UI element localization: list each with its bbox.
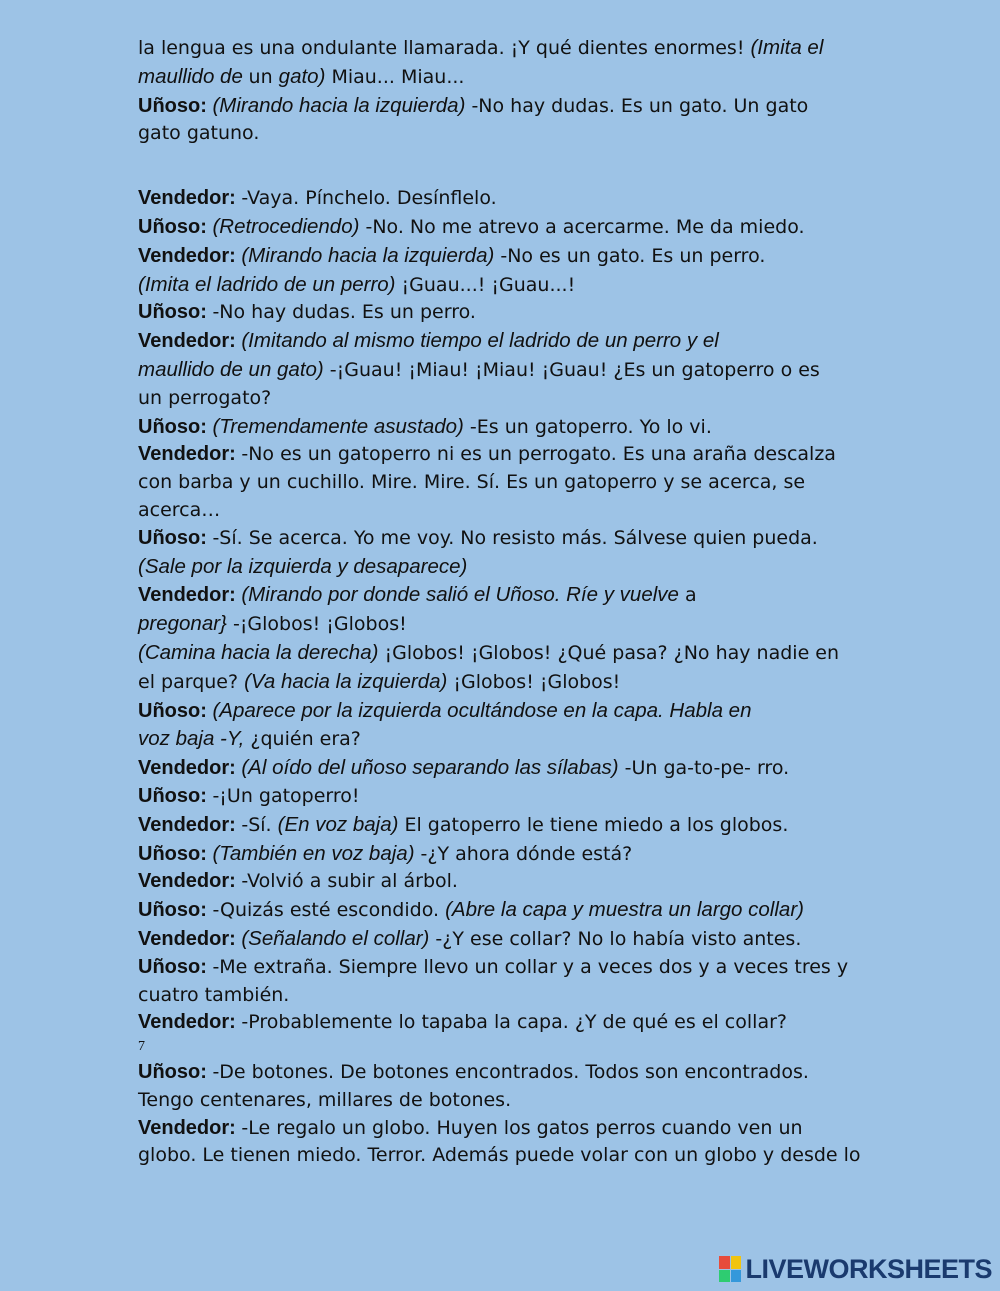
speaker-name: Vendedor: — [138, 443, 242, 466]
dialogue-text: -No hay dudas. Es un gato. Un gato — [465, 94, 809, 117]
dialogue-text: a — [678, 584, 697, 607]
text-line — [138, 697, 868, 726]
speaker-name: Vendedor: — [138, 1011, 242, 1034]
text-line — [138, 783, 868, 811]
speaker-name: Uñoso: — [138, 784, 213, 807]
dialogue-text: -Volvió a subir al árbol. — [241, 870, 458, 893]
dialogue-text: -¡Un gatoperro! — [212, 784, 360, 807]
dialogue-text: -¡Globos! ¡Globos! — [226, 613, 407, 636]
speaker-name: Uñoso: — [138, 1061, 213, 1084]
speaker-name: Uñoso: — [138, 215, 213, 238]
stage-direction: gato) — [278, 64, 326, 88]
dialogue-text: Miau... Miau... — [325, 65, 465, 88]
text-line — [138, 725, 868, 754]
text-line — [138, 1009, 868, 1037]
text-line — [138, 840, 868, 869]
stage-direction: voz baja -Y, — [138, 727, 245, 751]
stage-direction: (Imita el ladrido de un perro) — [138, 272, 396, 296]
speaker-name: Vendedor: — [138, 1116, 242, 1139]
dialogue-text: -Le regalo un globo. Huyen los gatos perros cuando ven un — [241, 1116, 803, 1139]
text-line — [138, 1059, 868, 1087]
text-line — [138, 525, 868, 553]
dialogue-text: -De botones. De botones encontrados. Todos son encontrados. — [212, 1061, 809, 1084]
speaker-name: Vendedor: — [138, 757, 242, 780]
text-line — [138, 413, 868, 442]
speaker-name: Uñoso: — [138, 955, 213, 978]
text-line — [138, 327, 868, 356]
text-line — [138, 896, 868, 925]
text-line — [138, 811, 868, 840]
text-line — [138, 497, 868, 525]
dialogue-text: El gatoperro le tiene miedo a los globos. — [398, 813, 789, 836]
text-line — [138, 92, 868, 121]
text-line — [138, 925, 868, 954]
dialogue-text: -Un ga-to-pe- rro. — [618, 757, 790, 780]
stage-direction: (Retrocediendo) — [212, 214, 360, 238]
speaker-name: Uñoso: — [138, 415, 213, 438]
logo-squares-icon — [719, 1256, 741, 1282]
logo-square — [731, 1270, 742, 1283]
dialogue-text: -Es un gatoperro. Yo lo vi. — [463, 415, 712, 438]
speaker-name: Vendedor: — [138, 584, 242, 607]
dialogue-text: cuatro también. — [138, 983, 290, 1006]
speaker-name: Uñoso: — [138, 699, 213, 722]
dialogue-text: -¿Y ese collar? No lo había visto antes. — [429, 927, 802, 950]
text-line — [138, 385, 868, 413]
text-line — [138, 1087, 868, 1115]
stage-direction: (Imita el — [750, 36, 824, 59]
stage-direction: (Tremendamente asustado) — [212, 414, 464, 438]
dialogue-text: ¡Globos! ¡Globos! — [447, 670, 621, 693]
text-line — [138, 213, 868, 242]
logo-square — [719, 1256, 730, 1269]
text-line — [138, 553, 868, 582]
dialogue-text: Tengo centenares, millares de botones. — [138, 1088, 512, 1111]
stage-direction: (Aparece por la izquierda ocultándose en la capa. Habla en — [212, 698, 752, 722]
stage-direction: maullido de un gato) — [138, 357, 324, 381]
text-line — [138, 120, 868, 148]
dialogue-text: -¡Guau! ¡Miau! ¡Miau! ¡Guau! ¿Es un gatoperro o es — [323, 358, 820, 381]
stage-direction: (Sale por la izquierda y desaparece) — [138, 554, 468, 578]
speaker-name: Uñoso: — [138, 301, 213, 324]
dialogue-text: -Sí. — [241, 813, 278, 836]
stage-direction: (Abre la capa y muestra un largo collar) — [445, 898, 804, 922]
logo-square — [719, 1270, 730, 1283]
speaker-name: Vendedor: — [138, 187, 242, 210]
text-line — [138, 610, 868, 639]
text-line — [138, 242, 868, 271]
document-body — [138, 34, 868, 1170]
dialogue-text: ¿quién era? — [244, 728, 361, 751]
text-line — [138, 34, 868, 63]
dialogue-text: -No es un gato. Es un perro. — [494, 244, 766, 267]
text-line — [138, 271, 868, 300]
text-line — [138, 1115, 868, 1143]
text-line — [138, 581, 868, 610]
stage-direction: maullido de — [138, 64, 249, 88]
dialogue-text: acerca… — [138, 498, 221, 521]
speaker-name: Vendedor: — [138, 244, 242, 267]
speaker-name: Vendedor: — [138, 870, 242, 893]
speaker-name: Uñoso: — [138, 94, 213, 117]
text-line — [138, 1142, 868, 1170]
paragraph-gap — [138, 148, 868, 185]
stage-direction: (En voz baja) — [277, 812, 399, 836]
dialogue-text: -No es un gatoperro ni es un perrogato. Es una araña descalza — [241, 443, 836, 466]
page-number — [138, 1037, 868, 1059]
text-line — [138, 754, 868, 783]
logo-text: LIVEWORKSHEETS — [745, 1253, 992, 1284]
dialogue-text: -Vaya. Pínchelo. Desínflelo. — [241, 187, 497, 210]
dialogue-text: un perrogato? — [138, 386, 272, 409]
dialogue-text: un — [248, 65, 279, 88]
text-line — [138, 185, 868, 213]
stage-direction: (Mirando hacia la izquierda) — [241, 243, 495, 267]
stage-direction: (También en voz baja) — [212, 841, 415, 865]
stage-direction: (Va hacia la izquierda) — [244, 669, 448, 693]
speaker-name: Uñoso: — [138, 526, 213, 549]
dialogue-text: -Probablemente lo tapaba la capa. ¿Y de qué es el collar? — [241, 1011, 787, 1034]
text-line — [138, 356, 868, 385]
text-line — [138, 63, 868, 92]
logo-square — [731, 1256, 742, 1269]
text-line — [138, 868, 868, 896]
liveworksheets-logo[interactable] — [719, 1253, 992, 1285]
dialogue-text: -No hay dudas. Es un perro. — [212, 301, 476, 324]
stage-direction: (Señalando el collar) — [241, 926, 430, 950]
stage-direction: (Al oído del uñoso separando las sílabas) — [241, 756, 619, 780]
text-line — [138, 639, 868, 668]
dialogue-text: el parque? — [138, 670, 245, 693]
stage-direction: (Imitando al mismo tiempo el ladrido de un perro y el — [241, 329, 719, 353]
text-line — [138, 469, 868, 497]
dialogue-text: ¡Globos! ¡Globos! ¿Qué pasa? ¿No hay nadie en — [378, 641, 840, 664]
text-line — [138, 954, 868, 982]
stage-direction: pregonar} — [138, 612, 227, 636]
text-line — [138, 668, 868, 697]
dialogue-text: -Me extraña. Siempre llevo un collar y a veces dos y a veces tres y — [212, 955, 849, 978]
speaker-name: Vendedor: — [138, 330, 242, 353]
stage-direction: (Mirando por donde salió el Uñoso. Ríe y vuelve — [241, 583, 679, 607]
text-line — [138, 299, 868, 327]
dialogue-text: con barba y un cuchillo. Mire. Mire. Sí. Es un gatoperro y se acerca, se — [138, 471, 806, 494]
speaker-name: Uñoso: — [138, 842, 213, 865]
stage-direction: (Mirando hacia la izquierda) — [212, 93, 466, 117]
text-line — [138, 441, 868, 469]
page-number-text: 7 — [138, 1039, 145, 1055]
dialogue-text: -No. No me atrevo a acercarme. Me da miedo. — [359, 215, 805, 238]
speaker-name: Uñoso: — [138, 899, 213, 922]
dialogue-text: -¿Y ahora dónde está? — [414, 842, 633, 865]
dialogue-text: -Sí. Se acerca. Yo me voy. No resisto más. Sálvese quien pueda. — [212, 526, 818, 549]
text-line — [138, 982, 868, 1010]
dialogue-text: la lengua es una ondulante llamarada. ¡Y qué dientes enormes! — [138, 37, 751, 59]
speaker-name: Vendedor: — [138, 813, 242, 836]
stage-direction: (Camina hacia la derecha) — [138, 640, 379, 664]
dialogue-text: ¡Guau...! ¡Guau...! — [395, 273, 576, 296]
dialogue-text: globo. Le tienen miedo. Terror. Además puede volar con un globo y desde lo — [138, 1144, 861, 1167]
dialogue-text: -Quizás esté escondido. — [212, 899, 446, 922]
dialogue-text: gato gatuno. — [138, 122, 260, 145]
speaker-name: Vendedor: — [138, 927, 242, 950]
